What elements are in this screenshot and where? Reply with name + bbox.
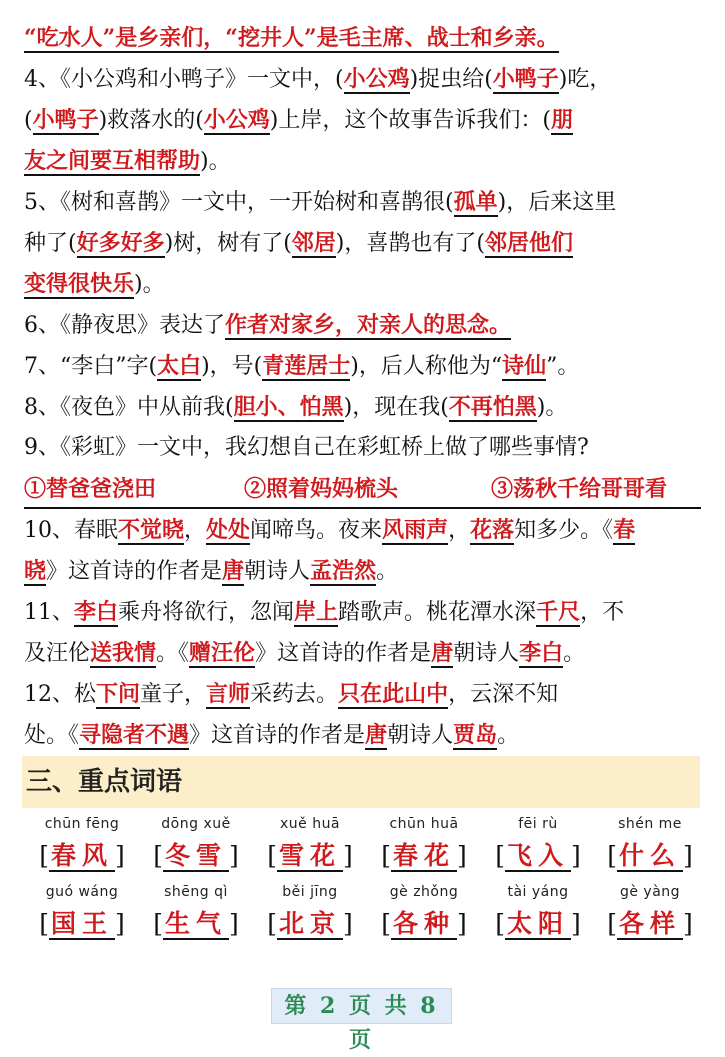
question-9 xyxy=(24,428,701,468)
answer: 邻居他们 xyxy=(484,230,573,256)
text: ， xyxy=(448,518,471,543)
answer: 诗仙 xyxy=(502,353,547,379)
pinyin: shēng qì xyxy=(164,884,228,900)
pinyin: shén me xyxy=(618,816,682,832)
answer: 小鸭子 xyxy=(492,66,559,92)
text: )，现在我( xyxy=(343,395,449,420)
answer: 不觉晓 xyxy=(118,517,185,543)
text: ( xyxy=(24,108,33,133)
question-12-line-2 xyxy=(24,715,701,755)
text: ”。 xyxy=(546,354,580,379)
text: 朝诗人 xyxy=(453,641,520,666)
word-text: 各样 xyxy=(618,909,681,938)
text: )，号( xyxy=(201,354,263,379)
word: [雪花] xyxy=(267,841,353,870)
answer: 孟浩然 xyxy=(310,558,377,584)
text: )上岸，这个故事告诉我们：( xyxy=(269,108,551,133)
answer: 千尺 xyxy=(536,599,581,625)
word: [各样] xyxy=(607,909,693,938)
question-10-line-2 xyxy=(24,551,701,591)
text: 乘舟将欲行，忽闻 xyxy=(118,600,295,625)
text: 。 xyxy=(563,641,586,666)
text: 5、《树和喜鹊》一文中，一开始树和喜鹊很( xyxy=(24,190,454,215)
vocab-item xyxy=(368,812,480,882)
text: ， xyxy=(184,518,207,543)
vocab-item xyxy=(368,880,480,950)
word-text: 飞入 xyxy=(506,841,569,870)
word: [冬雪] xyxy=(153,841,239,870)
answer: 唐 xyxy=(431,640,454,666)
answer: 李白 xyxy=(74,599,119,625)
word: [什么] xyxy=(607,841,693,870)
vocab-item xyxy=(594,812,706,882)
text: 朝诗人 xyxy=(244,559,311,584)
text: 12、松 xyxy=(24,682,96,707)
vocab-item xyxy=(254,880,366,950)
answer: 好多好多 xyxy=(76,230,165,256)
answer: 风雨声 xyxy=(382,517,449,543)
pinyin: guó wáng xyxy=(45,884,119,900)
answer-line xyxy=(24,18,701,58)
text: )，后来这里 xyxy=(497,190,617,215)
answer: 花落 xyxy=(470,517,515,543)
text: 踏歌声。桃花潭水深 xyxy=(338,600,537,625)
text: 朝诗人 xyxy=(387,723,454,748)
pinyin: chūn fēng xyxy=(44,816,120,832)
page-indicator: 第 2 页 共 8 页 xyxy=(271,988,452,1024)
text: )树，树有了( xyxy=(164,231,292,256)
vocab-item xyxy=(482,880,594,950)
answer: 言师 xyxy=(206,681,251,707)
answer: 送我情 xyxy=(90,640,157,666)
vocab-item xyxy=(594,880,706,950)
word-text: 什么 xyxy=(618,841,681,870)
vocab-row-2 xyxy=(26,880,706,950)
answer: 作者对家乡，对亲人的思念。 xyxy=(225,312,512,338)
question-11-line-1 xyxy=(24,592,701,632)
answer: 春 xyxy=(613,517,636,543)
answer: 孤单 xyxy=(453,189,498,215)
word: [飞入] xyxy=(495,841,581,870)
text: )吃， xyxy=(558,67,612,92)
answer: 朋 xyxy=(550,107,573,133)
vocab-item xyxy=(482,812,594,882)
pinyin: běi jīng xyxy=(282,884,338,900)
text: )捉虫给( xyxy=(409,67,493,92)
text: 7、“李白”字( xyxy=(24,354,158,379)
pinyin: chūn huā xyxy=(389,816,459,832)
answer: 赠汪伦 xyxy=(189,640,256,666)
text: 。《 xyxy=(156,641,190,666)
text: )，喜鹊也有了( xyxy=(335,231,485,256)
text: 8、《夜色》中从前我( xyxy=(24,395,234,420)
text: 6、《静夜思》表达了 xyxy=(24,313,225,338)
word-text: 国王 xyxy=(50,909,113,938)
answer: 友之间要互相帮助 xyxy=(24,148,201,174)
word: [各种] xyxy=(381,909,467,938)
answer: 寻隐者不遇 xyxy=(79,722,190,748)
answer: 处处 xyxy=(206,517,251,543)
pinyin: fēi rù xyxy=(518,816,558,832)
answer: 青莲居士 xyxy=(262,353,351,379)
text: )。 xyxy=(200,149,231,174)
pinyin: gè zhǒng xyxy=(389,884,459,900)
word-text: 春风 xyxy=(50,841,113,870)
answer: 唐 xyxy=(222,558,245,584)
text: ，云深不知 xyxy=(448,682,559,707)
question-5-line-2 xyxy=(24,223,701,263)
vocab-item xyxy=(254,812,366,882)
text: ，不 xyxy=(580,600,625,625)
word: [春花] xyxy=(381,841,467,870)
answer: 唐 xyxy=(365,722,388,748)
question-10-line-1 xyxy=(24,510,701,550)
text: 种了( xyxy=(24,231,77,256)
answer: 太白 xyxy=(157,353,202,379)
answer: 小公鸡 xyxy=(203,107,270,133)
word-text: 各种 xyxy=(392,909,455,938)
text: 童子， xyxy=(140,682,207,707)
pinyin: xuě huā xyxy=(279,816,341,832)
text: )，后人称他为“ xyxy=(350,354,503,379)
vocab-item xyxy=(140,812,252,882)
text: )。 xyxy=(134,272,165,297)
answer: 胆小、怕黑 xyxy=(233,394,344,420)
question-4-line-1 xyxy=(24,59,701,99)
text: 》这首诗的作者是 xyxy=(189,723,366,748)
pinyin: tài yáng xyxy=(507,884,569,900)
question-4-line-2 xyxy=(24,100,701,140)
text: 4、《小公鸡和小鸭子》一文中，( xyxy=(24,67,344,92)
text: 11、 xyxy=(24,600,74,625)
answer: 小鸭子 xyxy=(32,107,99,133)
text: 处。《 xyxy=(24,723,80,748)
text: 及汪伦 xyxy=(24,641,91,666)
vocab-item xyxy=(26,812,138,882)
answer: ②照着妈妈梳头 xyxy=(244,476,399,502)
question-5-line-1 xyxy=(24,182,701,222)
answer: ③荡秋千给哥哥看 xyxy=(491,476,668,502)
word: [春风] xyxy=(39,841,125,870)
answer: 只在此山中 xyxy=(338,681,449,707)
question-7 xyxy=(24,346,701,386)
answer: ①替爸爸浇田 xyxy=(24,476,157,502)
answer: 下问 xyxy=(96,681,141,707)
question-4-line-3 xyxy=(24,141,701,181)
pinyin: dōng xuě xyxy=(161,816,231,832)
vocab-row-1 xyxy=(26,812,706,882)
word: [国王] xyxy=(39,909,125,938)
text: )救落水的( xyxy=(98,108,204,133)
word-text: 北京 xyxy=(278,909,341,938)
text: 。 xyxy=(497,723,520,748)
answer: 贾岛 xyxy=(453,722,498,748)
text: 知多少。《 xyxy=(514,518,614,543)
answer: 岸上 xyxy=(294,599,339,625)
answer: 变得很快乐 xyxy=(24,271,135,297)
text: 10、春眠 xyxy=(24,518,118,543)
answer: 李白 xyxy=(519,640,564,666)
word-text: 雪花 xyxy=(278,841,341,870)
word: [北京] xyxy=(267,909,353,938)
answer: 小公鸡 xyxy=(343,66,410,92)
question-6 xyxy=(24,305,701,345)
text: 。 xyxy=(376,559,399,584)
word-text: 春花 xyxy=(392,841,455,870)
question-5-line-3 xyxy=(24,264,701,304)
answer: 邻居 xyxy=(291,230,336,256)
text: 》这首诗的作者是 xyxy=(255,641,432,666)
pinyin: gè yàng xyxy=(619,884,681,900)
vocab-item xyxy=(140,880,252,950)
question-12-line-1 xyxy=(24,674,701,714)
section-title: 三、重点词语 xyxy=(26,767,183,797)
word: [生气] xyxy=(153,909,239,938)
text: 闻啼鸟。夜来 xyxy=(250,518,383,543)
answer: “吃水人”是乡亲们，“挖井人”是毛主席、战士和乡亲。 xyxy=(24,25,559,51)
word-text: 生气 xyxy=(164,909,227,938)
text: 9、《彩虹》一文中，我幻想自己在彩虹桥上做了哪些事情? xyxy=(24,435,589,460)
answer: 晓 xyxy=(24,558,47,584)
vocab-item xyxy=(26,880,138,950)
question-8 xyxy=(24,387,701,427)
answer: 不再怕黑 xyxy=(448,394,537,420)
text: )。 xyxy=(536,395,568,420)
text: 采药去。 xyxy=(250,682,339,707)
text: 》这首诗的作者是 xyxy=(46,559,223,584)
word-text: 太阳 xyxy=(506,909,569,938)
question-11-line-2 xyxy=(24,633,701,673)
section-heading xyxy=(22,756,700,808)
word-text: 冬雪 xyxy=(164,841,227,870)
word: [太阳] xyxy=(495,909,581,938)
question-9-answers xyxy=(24,469,701,509)
